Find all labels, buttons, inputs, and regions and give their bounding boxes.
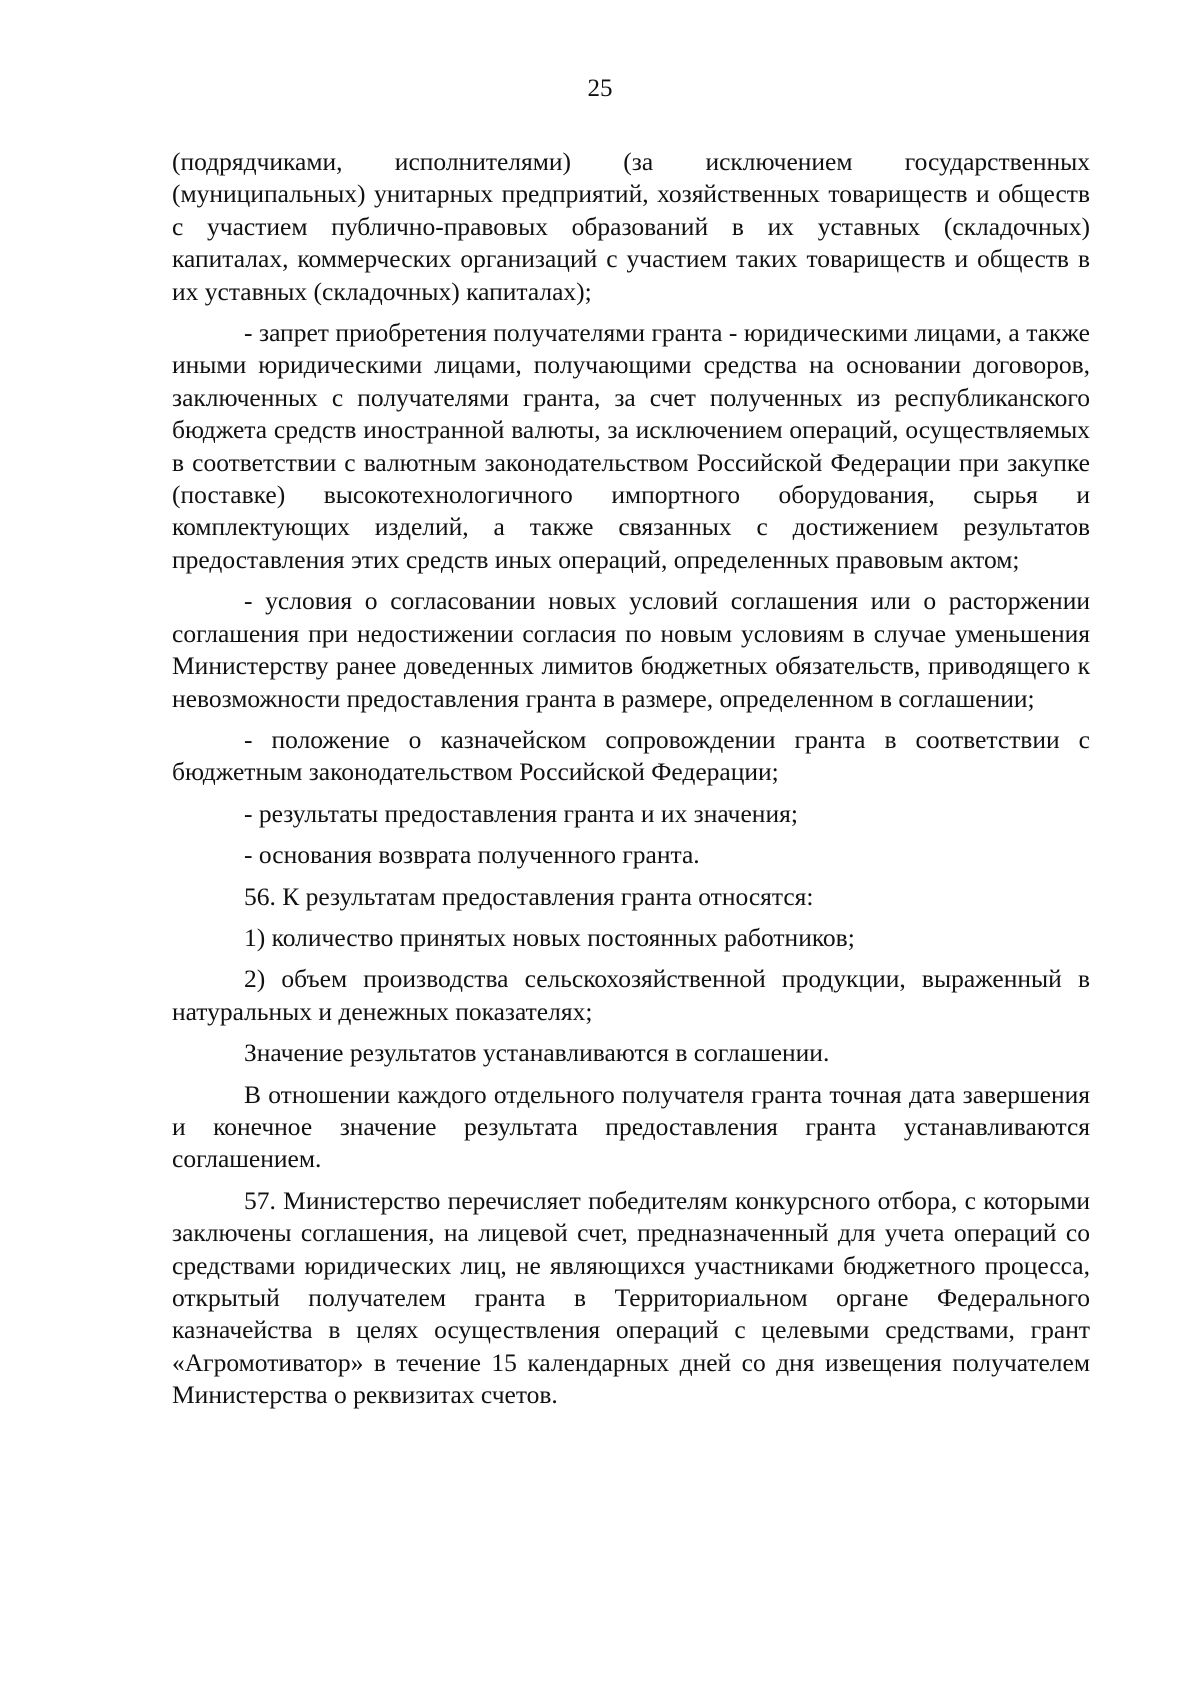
paragraph: 57. Министерство перечисляет победителям конкурсного отбора, с которыми заключены соглашения, на лицевой счет, предназначенный для учета операций со средствами юридических лиц, не являющихся участниками бюджетного процесса, открытый получателем гранта в Территориальном органе Федерального казначейства в целях осуществления операций с целевыми средствами, грант «Агромотиватор» в течение 15 календарных дней со дня извещения получателем Министерства о реквизитах счетов.	[172, 1185, 1090, 1410]
paragraph: 56. К результатам предоставления гранта относятся:	[244, 881, 814, 911]
paragraph: - основания возврата полученного гранта.	[244, 840, 700, 870]
paragraph: В отношении каждого отдельного получателя гранта точная дата завершения и конечное значение результата предоставления гранта устанавливаются соглашением.	[172, 1079, 1090, 1174]
paragraph: 1) количество принятых новых постоянных работников;	[244, 922, 855, 952]
document-body	[172, 146, 1090, 1421]
paragraph: Значение результатов устанавливаются в соглашении.	[244, 1038, 830, 1068]
paragraph: - положение о казначейском сопровождении гранта в соответствии с бюджетным законодательством Российской Федерации;	[172, 724, 1090, 787]
paragraph: (подрядчиками, исполнителями) (за исключением государственных (муниципальных) унитарных предприятий, хозяйственных товариществ и обществ с участием публично-правовых образований в их уставных (складочных) капиталах, коммерческих организаций с участием таких товариществ и обществ в их уставных (складочных) капиталах);	[172, 147, 1090, 306]
paragraph: - условия о согласовании новых условий соглашения или о расторжении соглашения при недостижении согласия по новым условиям в случае уменьшения Министерству ранее доведенных лимитов бюджетных обязательств, приводящего к невозможности предоставления гранта в размере, определенном в соглашении;	[172, 586, 1090, 713]
page-number: 25	[587, 75, 613, 102]
paragraph: - результаты предоставления гранта и их значения;	[244, 798, 798, 828]
paragraph: 2) объем производства сельскохозяйственной продукции, выраженный в натуральных и денежных показателях;	[172, 964, 1090, 1026]
paragraph: - запрет приобретения получателями гранта - юридическими лицами, а также иными юридическими лицами, получающими средства на основании договоров, заключенных с получателями гранта, за счет полученных из республиканского бюджета средств иностранной валюты, за исключением операций, осуществляемых в соответствии с валютным законодательством Российской Федерации при закупке (поставке) высокотехнологичного импортного оборудования, сырья и комплектующих изделий, а также связанных с достижением результатов предоставления этих средств иных операций, определенных правовым актом;	[172, 318, 1090, 574]
